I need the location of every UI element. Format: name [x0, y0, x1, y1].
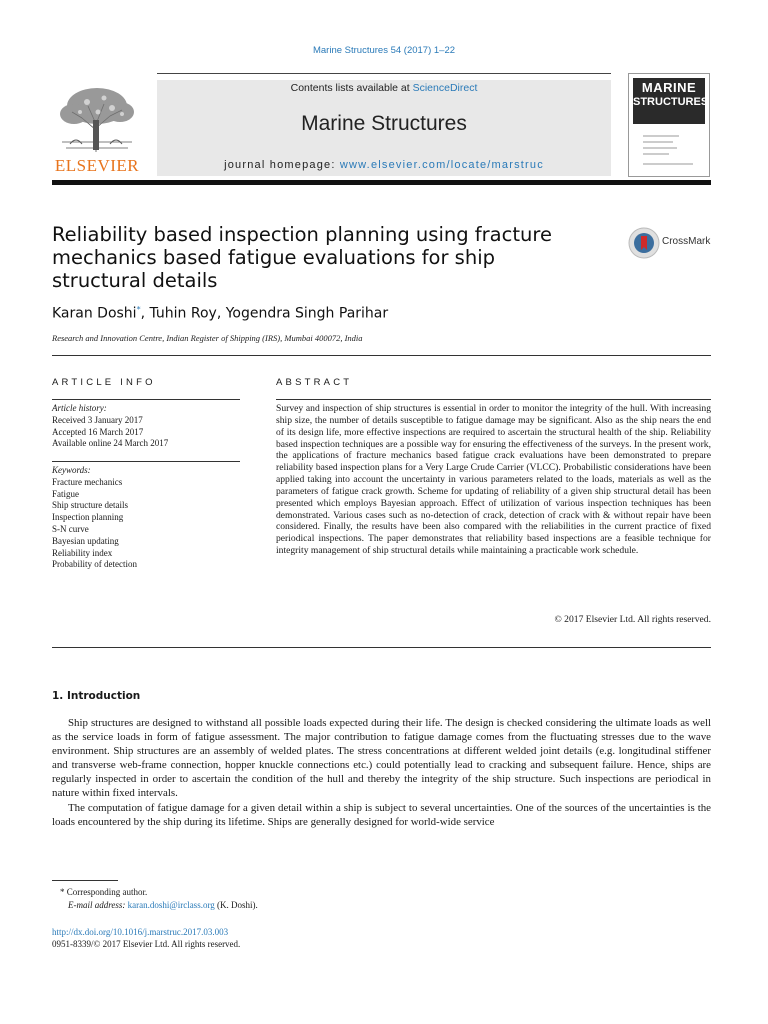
journal-cover-thumbnail[interactable]	[628, 73, 710, 177]
email-label: E-mail address:	[68, 900, 126, 910]
affiliation: Research and Innovation Centre, Indian Register of Shipping (IRS), Mumbai 400072, India	[52, 333, 363, 343]
author-name: Karan Doshi	[52, 305, 137, 322]
introduction-body	[52, 716, 711, 829]
header-top-rule	[157, 73, 611, 74]
divider-rule	[276, 399, 711, 400]
keyword-item: S-N curve	[52, 523, 89, 534]
abstract-copyright: © 2017 Elsevier Ltd. All rights reserved.	[554, 614, 711, 625]
history-label: Article history:	[52, 403, 107, 413]
author-email-link[interactable]: karan.doshi@irclass.org	[127, 900, 215, 910]
crossmark-icon	[628, 226, 660, 260]
article-history	[52, 403, 240, 450]
author-list	[52, 305, 388, 322]
keyword-item: Fatigue	[52, 488, 79, 499]
cover-text-lines	[639, 132, 699, 172]
footnote	[60, 886, 560, 912]
footnote-mark: *	[60, 887, 65, 897]
keyword-item: Bayesian updating	[52, 535, 119, 546]
keyword-item: Reliability index	[52, 547, 113, 558]
article-info-heading: ARTICLE INFO	[52, 377, 156, 388]
history-online: Available online 24 March 2017	[52, 438, 169, 449]
keyword-item: Ship structure details	[52, 500, 128, 511]
header-thick-rule	[52, 180, 711, 185]
journal-reference[interactable]: Marine Structures 54 (2017) 1–22	[312, 45, 456, 56]
keyword-item: Fracture mechanics	[52, 476, 123, 487]
cover-title-marine: MARINE	[641, 80, 697, 95]
abstract-heading: ABSTRACT	[276, 377, 353, 388]
divider-rule	[52, 399, 240, 400]
journal-name: Marine Structures	[301, 112, 467, 135]
body-paragraph: Ship structures are designed to withstand all possible loads expected during their life. The design is checked considering the ultimate loads as well as the service loads in form of fatigue assessment. The major contribution to fatigue damage comes from the fluctuating stresses due to the wave environment. Ship structures are an assembly of welded plates. The stress concentrations at different welded joint details (e.g. longitudinal stiffener and transverse web-frame connection, hopper knuckle connections etc.) could potentially lead to cracking and subsequent failure. Hence, ships are regularly inspected in order to ascertain the condition of the hull and thereby the integrity of the ship structure. Such inspections are periodical in nature within fixed intervals.	[52, 717, 711, 800]
keyword-item: Probability of detection	[52, 559, 137, 570]
sciencedirect-link[interactable]: ScienceDirect	[412, 82, 478, 94]
journal-homepage	[157, 159, 611, 171]
divider-rule	[52, 461, 240, 462]
article-title: Reliability based inspection planning using fracture mechanics based fatigue evaluations for ship structural details	[52, 223, 552, 292]
homepage-prefix: journal homepage:	[224, 159, 340, 171]
corresponding-author-note: Corresponding author.	[66, 887, 148, 897]
elsevier-tree-logo	[52, 82, 142, 154]
issn-line: 0951-8339/© 2017 Elsevier Ltd. All rights reserved.	[52, 939, 241, 949]
doi-block	[52, 926, 240, 950]
abstract-text: Survey and inspection of ship structures is essential in order to monitor the integrity of the hull. With increasing ship size, the number of details susceptible to fatigue damage may be significant. Also as the ship nears the end of its design life, more effective inspections are required to ascertain the structural health of the ship. Reliability based inspection techniques are a possible way for ensuring the effectiveness of the surveys. In the present work, the applications of fracture mechanics based fatigue crack evaluations have been demonstrated to prepare reliability based inspection plans for a Very Large Crude Carrier (VLCC). Probabilistic considerations have been applied taking into account the uncertainty in various parameters related to the loads, materials as well as the parameters of fatigue crack growth. Scheme for updating of reliability of a given ship structural detail has been presented which employs Bayesian approach. Effect of utilization of various inspection techniques has been demonstrated. Various cases such as no-detection of crack, detection of crack with & without repair have been considered. Finally, the results have been also compared with the reliabilities in the current practice of fixed periodical inspections. The paper demonstrates that reliability based inspections are a feasible technique for integrity management of ship structural details while maintaining a practicable work schedule.	[276, 403, 711, 557]
divider-rule	[52, 647, 711, 648]
keyword-item: Inspection planning	[52, 512, 124, 523]
contents-line	[157, 82, 611, 94]
corresponding-author-mark[interactable]: *	[136, 305, 141, 314]
crossmark-label: CrossMark	[662, 236, 711, 247]
body-paragraph: The computation of fatigue damage for a given detail within a ship is subject to several uncertainties. One of the sources of the uncertainties is the loads encountered by the ship during its lifetime. Ships are generally designed for world-wide service	[52, 801, 711, 828]
elsevier-wordmark: ELSEVIER	[54, 156, 140, 175]
crossmark-button[interactable]	[628, 226, 712, 260]
section-heading-introduction: 1. Introduction	[52, 690, 141, 702]
keywords-label: Keywords:	[52, 465, 91, 475]
history-received: Received 3 January 2017	[52, 414, 143, 425]
keywords	[52, 465, 240, 571]
divider-rule	[52, 355, 711, 356]
homepage-link[interactable]: www.elsevier.com/locate/marstruc	[339, 159, 544, 171]
cover-title-structures: STRUCTURES	[633, 96, 709, 108]
email-suffix: (K. Doshi).	[217, 900, 258, 910]
author-names-rest: , Tuhin Roy, Yogendra Singh Parihar	[140, 305, 389, 322]
doi-link[interactable]: http://dx.doi.org/10.1016/j.marstruc.2017.03.003	[52, 927, 229, 937]
contents-prefix: Contents lists available at	[290, 82, 413, 94]
history-accepted: Accepted 16 March 2017	[52, 426, 144, 437]
footnote-rule	[52, 880, 118, 881]
